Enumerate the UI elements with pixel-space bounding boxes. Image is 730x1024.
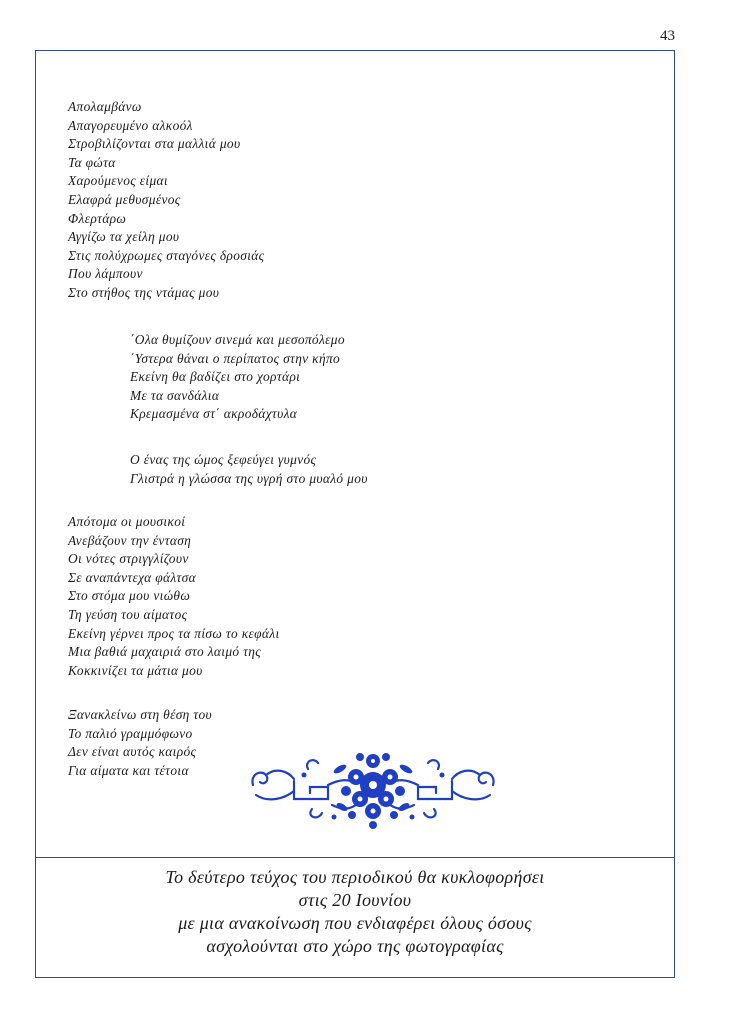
- poem-line: Στις πολύχρωμες σταγόνες δροσιάς: [68, 247, 265, 263]
- announcement: [35, 866, 675, 958]
- frame-divider: [35, 857, 675, 858]
- poem-line: Ανεβάζουν την ένταση: [68, 532, 192, 548]
- stanza-3: [68, 451, 368, 488]
- poem-line: Φλερτάρω: [68, 210, 127, 226]
- announcement-line: ασχολούνται στο χώρο της φωτογραφίας: [206, 936, 504, 956]
- poem-line: Δεν είναι αυτός καιρός: [68, 744, 197, 760]
- poem-line: Γλιστρά η γλώσσα της υγρή στο μυαλό μου: [130, 470, 368, 486]
- page-number: 43: [660, 28, 675, 44]
- poem-line: Τη γεύση του αίματος: [68, 606, 188, 622]
- poem-line: Απότομα οι μουσικοί: [68, 514, 186, 529]
- poem-line: ΄Ολα θυμίζουν σινεμά και μεσοπόλεμο: [130, 332, 345, 347]
- floral-ornament-icon: [248, 745, 498, 830]
- stanza-5: [68, 706, 212, 780]
- poem-line: Κοκκινίζει τα μάτια μου: [68, 662, 203, 678]
- poem-line: Χαρούμενος είμαι: [68, 173, 168, 189]
- poem-line: Αγγίζω τα χείλη μου: [68, 229, 180, 245]
- announcement-line: στις 20 Ιουνίου: [298, 890, 412, 910]
- stanza-1: [68, 98, 264, 303]
- poem-line: Τα φώτα: [68, 154, 116, 170]
- poem-line: Οι νότες στριγγλίζουν: [68, 551, 189, 567]
- stanza-2: [68, 331, 345, 424]
- poem-line: ΄Υστερα θάναι ο περίπατος στην κήπο: [130, 350, 341, 366]
- poem-line: Ο ένας της ώμος ξεφεύγει γυμνός: [130, 452, 317, 467]
- poem-line: Στο στήθος της ντάμας μου: [68, 284, 220, 300]
- poem-line: Σε αναπάντεχα φάλτσα: [68, 569, 196, 585]
- poem-line: Απαγορευμένο αλκοόλ: [68, 117, 193, 133]
- poem-line: Εκείνη γέρνει προς τα πίσω το κεφάλι: [68, 625, 280, 641]
- poem-line: Στροβιλίζονται στα μαλλιά μου: [68, 136, 241, 152]
- poem-line: Που λάμπουν: [68, 266, 143, 282]
- poem-line: Ξανακλείνω στη θέση του: [68, 707, 213, 722]
- poem-line: Εκείνη θα βαδίζει στο χορτάρι: [130, 369, 301, 385]
- poem-line: Το παλιό γραμμόφωνο: [68, 725, 193, 741]
- poem-line: Ελαφρά μεθυσμένος: [68, 191, 181, 207]
- announcement-line: με μια ανακοίνωση που ενδιαφέρει όλους όσους: [178, 913, 532, 933]
- poem-line: Απολαμβάνω: [68, 99, 142, 114]
- poem-line: Με τα σανδάλια: [130, 387, 220, 403]
- poem-line: Μια βαθιά μαχαιριά στο λαιμό της: [68, 644, 262, 660]
- announcement-line: Το δεύτερο τεύχος του περιοδικού θα κυκλοφορήσει: [165, 867, 545, 887]
- poem-line: Στο στόμα μου νιώθω: [68, 588, 191, 604]
- poem-line: Για αίματα και τέτοια: [68, 762, 189, 778]
- poem-line: Κρεμασμένα στ΄ ακροδάχτυλα: [130, 406, 298, 422]
- stanza-4: [68, 513, 280, 680]
